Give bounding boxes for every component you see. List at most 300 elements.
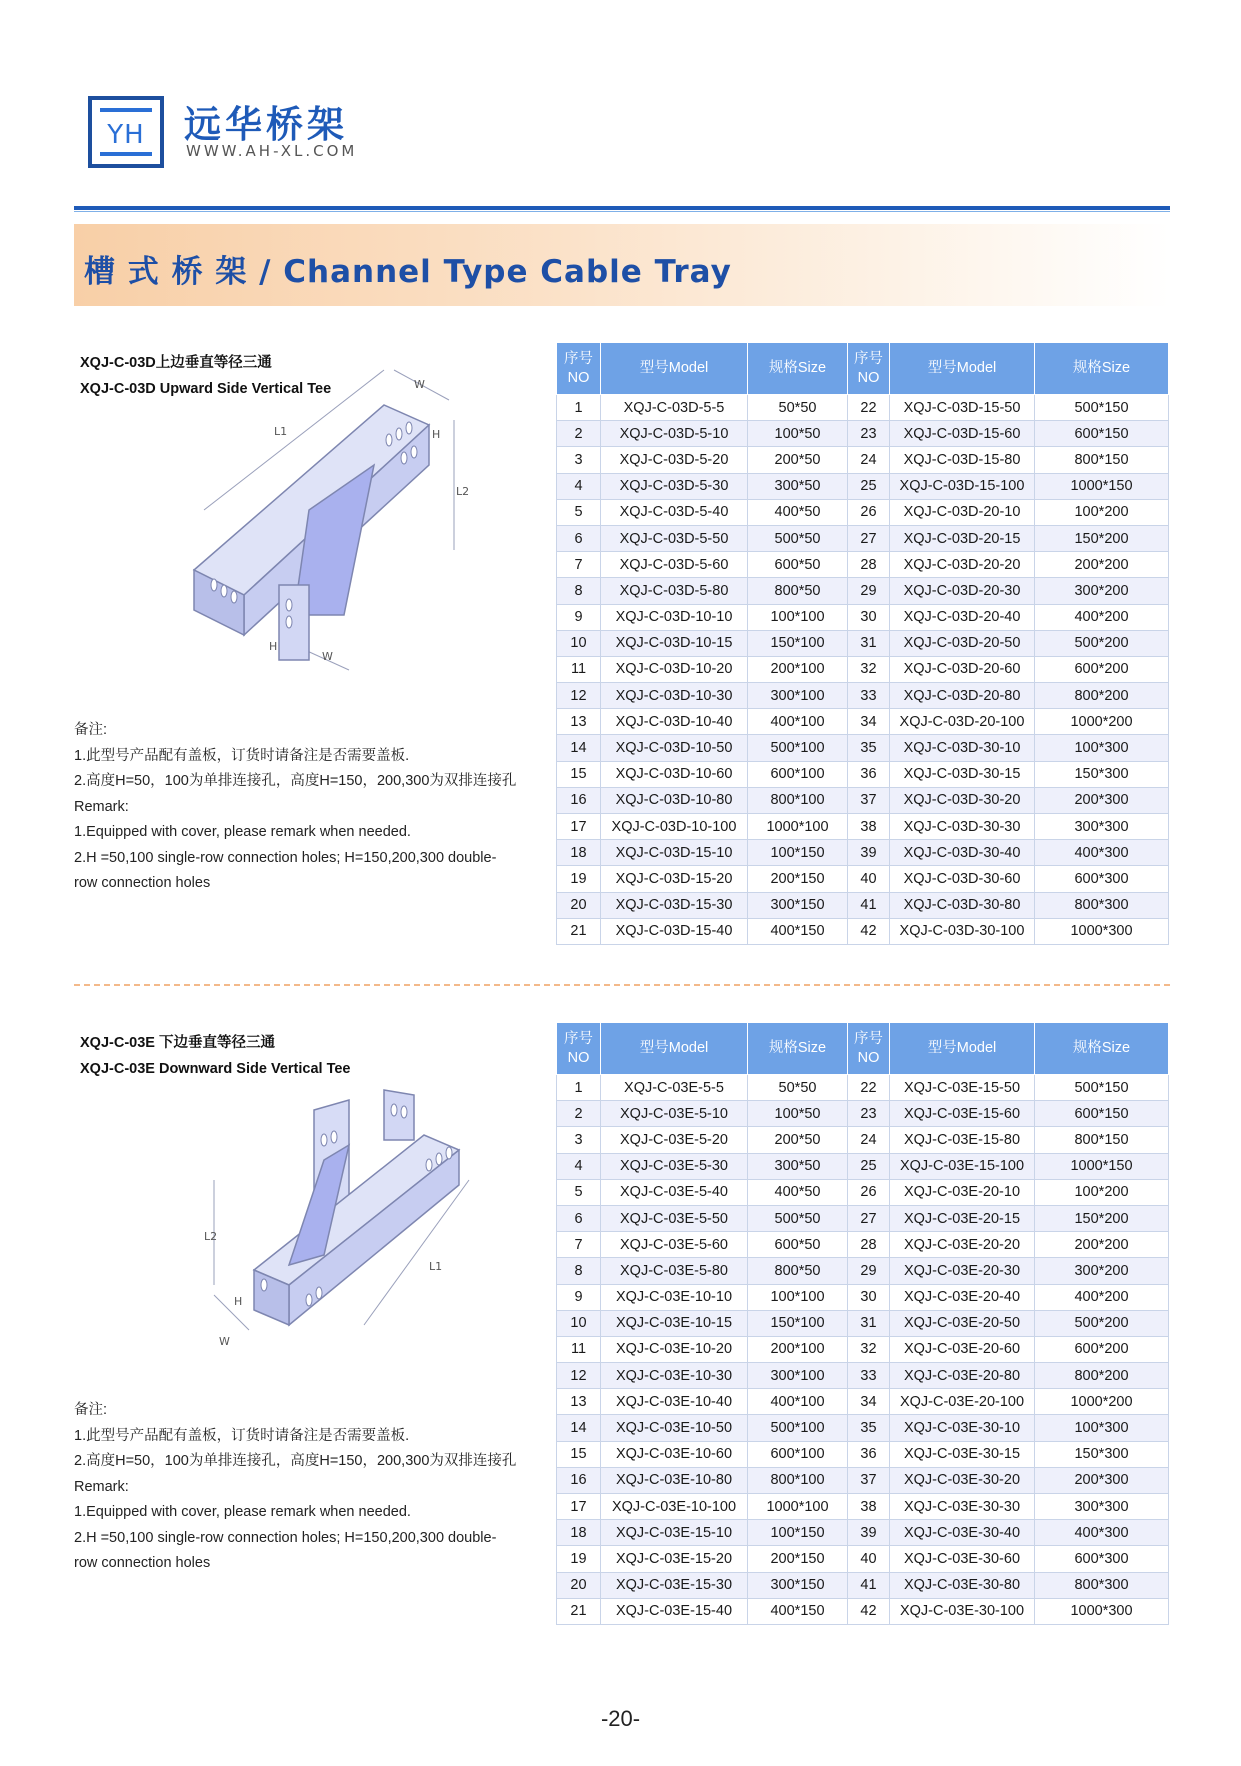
cell-model: XQJ-C-03E-10-100 — [601, 1494, 748, 1520]
section-divider — [74, 984, 1170, 986]
cell-no: 1 — [557, 1075, 601, 1101]
cell-no: 21 — [557, 1598, 601, 1624]
cell-no: 15 — [557, 761, 601, 787]
cell-no-2: 29 — [848, 1258, 890, 1284]
cell-size-2: 800*200 — [1035, 683, 1169, 709]
cell-model: XQJ-C-03D-5-80 — [601, 578, 748, 604]
table-row — [557, 1336, 1169, 1362]
brand-name: 远华桥架 — [184, 103, 348, 146]
remark-en-1: 1.Equipped with cover, please remark when needed. — [74, 824, 411, 840]
cell-no-2: 32 — [848, 656, 890, 682]
cell-no: 5 — [557, 499, 601, 525]
table-row — [557, 1520, 1169, 1546]
product-title-cn: XQJ-C-03D上边垂直等径三通 — [80, 355, 272, 371]
cell-size: 200*50 — [748, 447, 848, 473]
cell-model: XQJ-C-03E-10-50 — [601, 1415, 748, 1441]
cell-size: 600*50 — [748, 1232, 848, 1258]
cell-size-2: 800*200 — [1035, 1363, 1169, 1389]
cell-size-2: 1000*150 — [1035, 473, 1169, 499]
cell-model-2: XQJ-C-03E-20-60 — [890, 1336, 1035, 1362]
cell-size-2: 400*200 — [1035, 604, 1169, 630]
cell-model: XQJ-C-03E-10-30 — [601, 1363, 748, 1389]
cell-no-2: 29 — [848, 578, 890, 604]
cell-model-2: XQJ-C-03D-20-10 — [890, 499, 1035, 525]
cell-no: 17 — [557, 814, 601, 840]
cell-model-2: XQJ-C-03E-20-80 — [890, 1363, 1035, 1389]
cell-size: 400*150 — [748, 1598, 848, 1624]
cell-no-2: 37 — [848, 787, 890, 813]
table-row — [557, 1494, 1169, 1520]
page-title: 槽 式 桥 架 / Channel Type Cable Tray — [84, 254, 732, 290]
cell-model-2: XQJ-C-03E-15-100 — [890, 1153, 1035, 1179]
cell-size: 800*100 — [748, 787, 848, 813]
cell-size: 600*100 — [748, 1441, 848, 1467]
cell-no-2: 41 — [848, 1572, 890, 1598]
remark-cn-head: 备注: — [74, 1402, 108, 1418]
cell-model-2: XQJ-C-03E-20-50 — [890, 1310, 1035, 1336]
cell-model: XQJ-C-03E-5-80 — [601, 1258, 748, 1284]
cell-size-2: 300*200 — [1035, 1258, 1169, 1284]
cell-model: XQJ-C-03E-10-80 — [601, 1467, 748, 1493]
table-row — [557, 840, 1169, 866]
cell-model: XQJ-C-03D-5-20 — [601, 447, 748, 473]
cell-no: 19 — [557, 1546, 601, 1572]
table-row — [557, 1284, 1169, 1310]
cell-size-2: 100*300 — [1035, 1415, 1169, 1441]
dim-label-w: W — [219, 1335, 230, 1348]
cell-size: 100*150 — [748, 1520, 848, 1546]
cell-size: 800*100 — [748, 1467, 848, 1493]
cell-model-2: XQJ-C-03E-30-20 — [890, 1467, 1035, 1493]
col-no-2: 序号 NO — [848, 343, 890, 395]
cell-model-2: XQJ-C-03E-20-30 — [890, 1258, 1035, 1284]
cell-no-2: 41 — [848, 892, 890, 918]
cell-size-2: 150*200 — [1035, 1205, 1169, 1231]
cell-size-2: 600*200 — [1035, 1336, 1169, 1362]
remark-cn-1: 1.此型号产品配有盖板，订货时请备注是否需要盖板. — [74, 747, 410, 764]
cell-size-2: 100*200 — [1035, 1179, 1169, 1205]
table-row — [557, 1598, 1169, 1624]
cell-no: 13 — [557, 1389, 601, 1415]
header-divider-thin — [74, 211, 1170, 212]
cell-size-2: 300*200 — [1035, 578, 1169, 604]
product-title-en: XQJ-C-03E Downward Side Vertical Tee — [80, 1061, 351, 1077]
cell-model-2: XQJ-C-03D-20-50 — [890, 630, 1035, 656]
cell-model: XQJ-C-03D-15-10 — [601, 840, 748, 866]
table-row — [557, 1415, 1169, 1441]
cell-size: 300*50 — [748, 473, 848, 499]
col-no: 序号 NO — [557, 1023, 601, 1075]
cell-model-2: XQJ-C-03E-30-10 — [890, 1415, 1035, 1441]
cell-no-2: 31 — [848, 1310, 890, 1336]
table-row — [557, 761, 1169, 787]
product-title-en: XQJ-C-03D Upward Side Vertical Tee — [80, 381, 332, 397]
cell-model-2: XQJ-C-03D-30-20 — [890, 787, 1035, 813]
cell-size: 50*50 — [748, 1075, 848, 1101]
cell-size-2: 1000*200 — [1035, 709, 1169, 735]
brand-logo — [88, 92, 388, 172]
cell-no: 16 — [557, 1467, 601, 1493]
cell-model: XQJ-C-03E-5-40 — [601, 1179, 748, 1205]
table-row — [557, 421, 1169, 447]
cell-no: 14 — [557, 1415, 601, 1441]
cell-no: 9 — [557, 604, 601, 630]
spec-table — [556, 1022, 1169, 1625]
upward-tee-diagram — [174, 360, 534, 700]
cell-no-2: 24 — [848, 1127, 890, 1153]
cell-no-2: 40 — [848, 866, 890, 892]
cell-model-2: XQJ-C-03E-15-80 — [890, 1127, 1035, 1153]
cell-no: 12 — [557, 1363, 601, 1389]
cell-size-2: 150*300 — [1035, 1441, 1169, 1467]
table-row — [557, 1310, 1169, 1336]
cell-model: XQJ-C-03E-15-10 — [601, 1520, 748, 1546]
cell-no: 12 — [557, 683, 601, 709]
cell-size: 300*100 — [748, 1363, 848, 1389]
cell-model: XQJ-C-03D-10-50 — [601, 735, 748, 761]
cell-model: XQJ-C-03D-10-40 — [601, 709, 748, 735]
cell-no: 10 — [557, 630, 601, 656]
cell-no: 19 — [557, 866, 601, 892]
cell-size-2: 200*300 — [1035, 787, 1169, 813]
cell-size: 100*150 — [748, 840, 848, 866]
cell-model-2: XQJ-C-03E-20-20 — [890, 1232, 1035, 1258]
cell-size-2: 200*200 — [1035, 1232, 1169, 1258]
cell-no: 20 — [557, 1572, 601, 1598]
cell-size-2: 400*200 — [1035, 1284, 1169, 1310]
cell-no: 6 — [557, 525, 601, 551]
remarks — [74, 1398, 544, 1577]
cell-model-2: XQJ-C-03E-30-40 — [890, 1520, 1035, 1546]
table-row — [557, 447, 1169, 473]
remark-cn-2: 2.高度H=50，100为单排连接孔，高度H=150，200,300为双排连接孔 — [74, 773, 517, 789]
dim-label-l1: L1 — [429, 1260, 443, 1273]
cell-no: 9 — [557, 1284, 601, 1310]
table-row — [557, 473, 1169, 499]
cell-no: 11 — [557, 1336, 601, 1362]
cell-size: 600*50 — [748, 552, 848, 578]
cell-size: 300*150 — [748, 1572, 848, 1598]
table-row — [557, 525, 1169, 551]
cell-no: 7 — [557, 552, 601, 578]
cell-no-2: 28 — [848, 552, 890, 578]
cell-no-2: 34 — [848, 709, 890, 735]
cell-no-2: 31 — [848, 630, 890, 656]
table-row — [557, 1363, 1169, 1389]
remark-en-head: Remark: — [74, 798, 129, 815]
cell-size: 400*50 — [748, 499, 848, 525]
cell-size: 1000*100 — [748, 814, 848, 840]
cell-model: XQJ-C-03D-5-60 — [601, 552, 748, 578]
table-row — [557, 604, 1169, 630]
cell-model: XQJ-C-03D-10-20 — [601, 656, 748, 682]
cell-model: XQJ-C-03E-15-40 — [601, 1598, 748, 1624]
cell-model-2: XQJ-C-03D-30-40 — [890, 840, 1035, 866]
cell-model: XQJ-C-03D-10-15 — [601, 630, 748, 656]
brand-website: WWW.AH-XL.COM — [186, 142, 358, 160]
dim-label-l1: L1 — [274, 425, 288, 438]
col-size: 规格Size — [748, 1023, 848, 1075]
cell-no-2: 22 — [848, 395, 890, 421]
cell-size: 800*50 — [748, 578, 848, 604]
cell-no: 5 — [557, 1179, 601, 1205]
cell-size: 400*50 — [748, 1179, 848, 1205]
cell-size: 400*100 — [748, 709, 848, 735]
cell-model-2: XQJ-C-03D-15-60 — [890, 421, 1035, 447]
cell-no: 20 — [557, 892, 601, 918]
table-row — [557, 656, 1169, 682]
cell-model-2: XQJ-C-03D-30-80 — [890, 892, 1035, 918]
cell-size-2: 400*300 — [1035, 840, 1169, 866]
table-body — [557, 1075, 1169, 1625]
cell-no: 7 — [557, 1232, 601, 1258]
cell-model-2: XQJ-C-03E-20-10 — [890, 1179, 1035, 1205]
col-size-2: 规格Size — [1035, 343, 1169, 395]
table-row — [557, 814, 1169, 840]
cell-model: XQJ-C-03E-10-15 — [601, 1310, 748, 1336]
cell-no-2: 33 — [848, 1363, 890, 1389]
cell-model: XQJ-C-03E-5-20 — [601, 1127, 748, 1153]
cell-size: 100*100 — [748, 1284, 848, 1310]
cell-model-2: XQJ-C-03E-30-100 — [890, 1598, 1035, 1624]
table-row — [557, 552, 1169, 578]
cell-model: XQJ-C-03E-5-10 — [601, 1101, 748, 1127]
cell-model: XQJ-C-03D-10-10 — [601, 604, 748, 630]
cell-size-2: 600*300 — [1035, 1546, 1169, 1572]
cell-size-2: 100*200 — [1035, 499, 1169, 525]
table-row — [557, 683, 1169, 709]
cell-model: XQJ-C-03D-15-20 — [601, 866, 748, 892]
table-row — [557, 709, 1169, 735]
cell-size-2: 200*300 — [1035, 1467, 1169, 1493]
cell-model: XQJ-C-03E-10-10 — [601, 1284, 748, 1310]
cell-no: 10 — [557, 1310, 601, 1336]
table-header — [557, 1023, 1169, 1075]
cell-size-2: 500*150 — [1035, 1075, 1169, 1101]
table-row — [557, 1441, 1169, 1467]
cell-no: 17 — [557, 1494, 601, 1520]
remark-en-1: 1.Equipped with cover, please remark when needed. — [74, 1504, 411, 1520]
remark-en-head: Remark: — [74, 1478, 129, 1495]
cell-model: XQJ-C-03E-5-30 — [601, 1153, 748, 1179]
cell-model: XQJ-C-03E-10-40 — [601, 1389, 748, 1415]
table-row — [557, 1232, 1169, 1258]
page-number: -20- — [600, 1706, 641, 1731]
table-row — [557, 578, 1169, 604]
cell-no-2: 28 — [848, 1232, 890, 1258]
remarks — [74, 718, 544, 897]
cell-no-2: 24 — [848, 447, 890, 473]
cell-model: XQJ-C-03D-5-30 — [601, 473, 748, 499]
cell-model: XQJ-C-03D-10-30 — [601, 683, 748, 709]
remark-cn-2: 2.高度H=50，100为单排连接孔，高度H=150，200,300为双排连接孔 — [74, 1453, 517, 1469]
dim-label-w-top: W — [414, 378, 425, 391]
cell-size-2: 500*200 — [1035, 1310, 1169, 1336]
cell-no: 3 — [557, 1127, 601, 1153]
cell-size-2: 300*300 — [1035, 1494, 1169, 1520]
cell-size-2: 600*150 — [1035, 1101, 1169, 1127]
cell-model-2: XQJ-C-03E-15-50 — [890, 1075, 1035, 1101]
table-body — [557, 395, 1169, 945]
cell-no-2: 38 — [848, 814, 890, 840]
cell-no: 2 — [557, 1101, 601, 1127]
cell-size-2: 150*200 — [1035, 525, 1169, 551]
cell-no-2: 42 — [848, 918, 890, 944]
dim-label-w: W — [322, 650, 333, 663]
cell-no: 18 — [557, 840, 601, 866]
cell-size-2: 100*300 — [1035, 735, 1169, 761]
logo-mark-box — [88, 96, 164, 168]
spec-table — [556, 342, 1169, 945]
cell-no-2: 35 — [848, 735, 890, 761]
cell-no: 13 — [557, 709, 601, 735]
col-model: 型号Model — [601, 1023, 748, 1075]
table-row — [557, 1101, 1169, 1127]
cell-model-2: XQJ-C-03D-20-20 — [890, 552, 1035, 578]
cell-size: 200*50 — [748, 1127, 848, 1153]
dim-label-l2: L2 — [204, 1230, 218, 1243]
cell-model-2: XQJ-C-03D-15-80 — [890, 447, 1035, 473]
cell-no: 8 — [557, 578, 601, 604]
cell-no-2: 42 — [848, 1598, 890, 1624]
cell-no-2: 23 — [848, 1101, 890, 1127]
cell-size-2: 800*150 — [1035, 447, 1169, 473]
cell-size: 200*150 — [748, 866, 848, 892]
cell-no: 15 — [557, 1441, 601, 1467]
cell-size-2: 400*300 — [1035, 1520, 1169, 1546]
cell-size: 600*100 — [748, 761, 848, 787]
remark-en-2a: 2.H =50,100 single-row connection holes; H=150,200,300 double- — [74, 849, 497, 866]
cell-size: 800*50 — [748, 1258, 848, 1284]
col-model: 型号Model — [601, 343, 748, 395]
table-row — [557, 1258, 1169, 1284]
cell-model-2: XQJ-C-03E-20-100 — [890, 1389, 1035, 1415]
cell-no-2: 34 — [848, 1389, 890, 1415]
cell-no-2: 32 — [848, 1336, 890, 1362]
cell-model-2: XQJ-C-03D-20-80 — [890, 683, 1035, 709]
cell-size: 150*100 — [748, 630, 848, 656]
remark-cn-head: 备注: — [74, 722, 108, 738]
header-divider — [74, 206, 1170, 210]
cell-no-2: 30 — [848, 604, 890, 630]
cell-size-2: 500*200 — [1035, 630, 1169, 656]
table-row — [557, 499, 1169, 525]
cell-size-2: 1000*300 — [1035, 1598, 1169, 1624]
cell-no: 21 — [557, 918, 601, 944]
cell-model-2: XQJ-C-03E-20-15 — [890, 1205, 1035, 1231]
table-row — [557, 1467, 1169, 1493]
cell-no: 11 — [557, 656, 601, 682]
cell-no: 3 — [557, 447, 601, 473]
col-size-2: 规格Size — [1035, 1023, 1169, 1075]
cell-model: XQJ-C-03D-10-60 — [601, 761, 748, 787]
cell-size-2: 150*300 — [1035, 761, 1169, 787]
cell-no: 16 — [557, 787, 601, 813]
cell-model-2: XQJ-C-03D-20-30 — [890, 578, 1035, 604]
cell-model-2: XQJ-C-03D-20-100 — [890, 709, 1035, 735]
cell-no-2: 35 — [848, 1415, 890, 1441]
cell-model-2: XQJ-C-03D-20-60 — [890, 656, 1035, 682]
cell-size: 500*100 — [748, 735, 848, 761]
logo-mark: YH — [107, 120, 145, 150]
cell-size: 300*50 — [748, 1153, 848, 1179]
title-band — [74, 224, 1170, 306]
col-size: 规格Size — [748, 343, 848, 395]
cell-no-2: 36 — [848, 761, 890, 787]
cell-model-2: XQJ-C-03E-30-15 — [890, 1441, 1035, 1467]
cell-no-2: 25 — [848, 473, 890, 499]
table-row — [557, 787, 1169, 813]
cell-model: XQJ-C-03E-5-50 — [601, 1205, 748, 1231]
cell-model-2: XQJ-C-03D-20-15 — [890, 525, 1035, 551]
cell-size-2: 1000*150 — [1035, 1153, 1169, 1179]
cell-model: XQJ-C-03D-5-5 — [601, 395, 748, 421]
cell-size-2: 600*150 — [1035, 421, 1169, 447]
cell-no-2: 23 — [848, 421, 890, 447]
cell-no: 4 — [557, 473, 601, 499]
cell-size: 100*100 — [748, 604, 848, 630]
cell-size-2: 600*200 — [1035, 656, 1169, 682]
table-row — [557, 866, 1169, 892]
cell-no-2: 26 — [848, 1179, 890, 1205]
dim-label-h: H — [234, 1295, 243, 1308]
cell-model-2: XQJ-C-03E-30-60 — [890, 1546, 1035, 1572]
cell-no-2: 39 — [848, 1520, 890, 1546]
downward-tee-diagram — [174, 1040, 534, 1380]
cell-model-2: XQJ-C-03D-20-40 — [890, 604, 1035, 630]
cell-no-2: 40 — [848, 1546, 890, 1572]
table-row — [557, 1572, 1169, 1598]
table-header — [557, 343, 1169, 395]
cell-no-2: 38 — [848, 1494, 890, 1520]
cell-no-2: 27 — [848, 1205, 890, 1231]
cell-model: XQJ-C-03D-10-80 — [601, 787, 748, 813]
cell-model-2: XQJ-C-03D-30-15 — [890, 761, 1035, 787]
cell-size: 500*50 — [748, 1205, 848, 1231]
cell-model-2: XQJ-C-03D-30-10 — [890, 735, 1035, 761]
cell-size: 150*100 — [748, 1310, 848, 1336]
cell-no: 8 — [557, 1258, 601, 1284]
cell-no-2: 27 — [848, 525, 890, 551]
cell-size: 500*50 — [748, 525, 848, 551]
cell-size: 400*150 — [748, 918, 848, 944]
cell-no-2: 36 — [848, 1441, 890, 1467]
cell-size: 100*50 — [748, 1101, 848, 1127]
cell-no-2: 39 — [848, 840, 890, 866]
cell-size-2: 800*150 — [1035, 1127, 1169, 1153]
cell-model-2: XQJ-C-03D-15-50 — [890, 395, 1035, 421]
cell-model-2: XQJ-C-03D-30-100 — [890, 918, 1035, 944]
dim-label-h-top: H — [432, 428, 441, 441]
cell-size: 1000*100 — [748, 1494, 848, 1520]
cell-no: 18 — [557, 1520, 601, 1546]
cell-size-2: 1000*300 — [1035, 918, 1169, 944]
remark-cn-1: 1.此型号产品配有盖板，订货时请备注是否需要盖板. — [74, 1427, 410, 1444]
cell-size: 200*100 — [748, 1336, 848, 1362]
dim-label-h: H — [269, 640, 278, 653]
cell-model-2: XQJ-C-03D-30-60 — [890, 866, 1035, 892]
cell-model: XQJ-C-03D-15-40 — [601, 918, 748, 944]
table-row — [557, 892, 1169, 918]
cell-no: 14 — [557, 735, 601, 761]
cell-model-2: XQJ-C-03D-15-100 — [890, 473, 1035, 499]
cell-model: XQJ-C-03E-5-60 — [601, 1232, 748, 1258]
col-model-2: 型号Model — [890, 1023, 1035, 1075]
remark-en-2b: row connection holes — [74, 875, 211, 891]
cell-size: 300*150 — [748, 892, 848, 918]
table-row — [557, 1205, 1169, 1231]
col-model-2: 型号Model — [890, 343, 1035, 395]
